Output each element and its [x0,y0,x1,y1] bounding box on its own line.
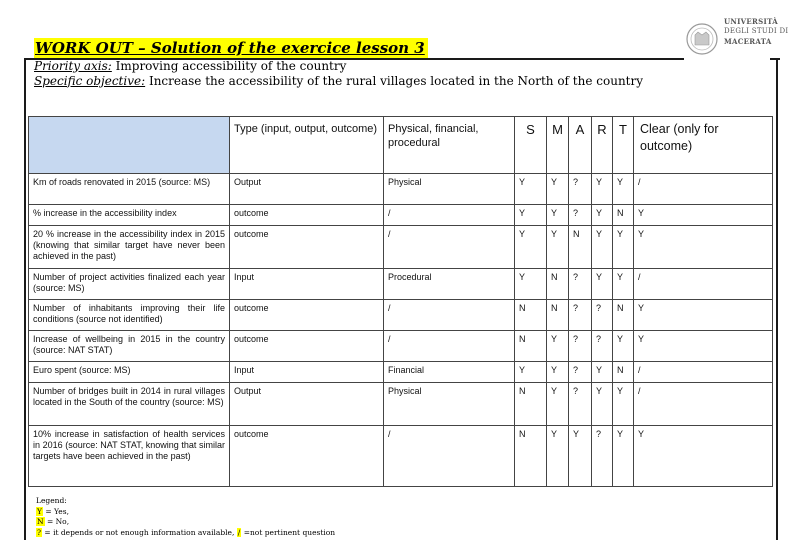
cell-a: ? [569,300,592,331]
specific-objective-label: Specific objective: [34,73,146,88]
cell-a: ? [569,174,592,205]
legend-yes-key: Y [37,506,42,516]
legend-depends-text: = it depends or not enough information available, [42,527,237,537]
cell-type: Input [230,362,384,383]
cell-indicator: 20 % increase in the accessibility index in 2015 (knowing that similar target have never been achieved in the past) [29,226,230,269]
cell-r: Y [592,205,613,226]
legend-no [36,517,335,528]
cell-clear: Y [634,331,773,362]
table-row [29,300,773,331]
page-title: WORK OUT – Solution of the exercice lesson 3 [34,38,428,58]
cell-m: Y [547,362,569,383]
logo-text-line2: DEGLI STUDI DI [724,27,789,35]
logo-text-line3: MACERATA [724,37,772,46]
priority-axis-text: Improving accessibility of the country [111,59,347,73]
cell-indicator: Number of project activities finalized each year (source: MS) [29,269,230,300]
cell-type: outcome [230,300,384,331]
cell-m: Y [547,426,569,487]
table-row [29,383,773,426]
cell-nature: Financial [384,362,515,383]
cell-type: Output [230,383,384,426]
table-row [29,426,773,487]
header-m: M [547,117,569,174]
cell-m: Y [547,205,569,226]
cell-type: Input [230,269,384,300]
cell-s: N [515,300,547,331]
subtitle-block [34,59,684,88]
table-body [29,174,773,487]
cell-clear: Y [634,226,773,269]
header-indicator [29,117,230,174]
cell-r: ? [592,426,613,487]
specific-objective-text: Increase the accessibility of the rural villages located in the North of the country [145,73,644,88]
cell-t: N [613,205,634,226]
cell-s: Y [515,362,547,383]
header-r: R [592,117,613,174]
cell-nature: Physical [384,174,515,205]
cell-indicator: Increase of wellbeing in 2015 in the country (source: NAT STAT) [29,331,230,362]
priority-axis [34,59,684,74]
cell-r: Y [592,269,613,300]
cell-m: Y [547,174,569,205]
cell-clear: Y [634,205,773,226]
frame-right-border [776,58,778,540]
header-type: Type (input, output, outcome) [230,117,384,174]
cell-indicator: Number of inhabitants improving their life conditions (source not identified) [29,300,230,331]
cell-type: Output [230,174,384,205]
frame-left-border [24,58,26,540]
header-clear: Clear (only for outcome) [634,117,773,174]
legend-no-text: = No, [44,517,70,526]
cell-type: outcome [230,205,384,226]
cell-r: Y [592,174,613,205]
legend-not-pertinent-text: =not pertinent question [241,527,336,537]
cell-indicator: Km of roads renovated in 2015 (source: MS) [29,174,230,205]
legend [36,496,335,538]
cell-s: Y [515,226,547,269]
cell-nature: / [384,426,515,487]
logo-text-line1: UNIVERSITÀ [724,17,778,26]
cell-nature: / [384,331,515,362]
cell-a: ? [569,269,592,300]
header-a: A [569,117,592,174]
cell-indicator: % increase in the accessibility index [29,205,230,226]
table-row [29,174,773,205]
cell-s: N [515,331,547,362]
cell-t: Y [613,331,634,362]
cell-a: Y [569,426,592,487]
legend-title: Legend: [36,496,67,505]
cell-indicator: Euro spent (source: MS) [29,362,230,383]
cell-t: N [613,362,634,383]
legend-yes-text: = Yes, [42,506,69,516]
legend-other [36,528,335,539]
legend-not-pertinent-key: / [237,527,241,537]
table-row [29,226,773,269]
cell-nature: Physical [384,383,515,426]
cell-a: ? [569,331,592,362]
cell-m: Y [547,226,569,269]
legend-depends-key: ? [37,527,42,537]
header-s: S [515,117,547,174]
cell-type: outcome [230,226,384,269]
cell-clear: / [634,383,773,426]
cell-t: Y [613,269,634,300]
cell-a: ? [569,383,592,426]
cell-m: Y [547,331,569,362]
cell-indicator: 10% increase in satisfaction of health services in 2016 (source: NAT STAT, knowing that similar targets have been achieved in the past) [29,426,230,487]
cell-s: N [515,383,547,426]
cell-nature: / [384,300,515,331]
cell-clear: / [634,362,773,383]
table-row [29,331,773,362]
cell-t: N [613,300,634,331]
cell-nature: / [384,226,515,269]
cell-clear: / [634,174,773,205]
cell-m: Y [547,383,569,426]
cell-r: ? [592,331,613,362]
table-row [29,205,773,226]
specific-objective [34,74,684,89]
cell-t: Y [613,426,634,487]
cell-t: Y [613,383,634,426]
cell-m: N [547,269,569,300]
table-row [29,362,773,383]
table-header-row [29,117,773,174]
cell-t: Y [613,174,634,205]
indicator-table [28,116,773,487]
cell-clear: Y [634,426,773,487]
cell-r: ? [592,300,613,331]
cell-r: Y [592,226,613,269]
cell-s: N [515,426,547,487]
cell-r: Y [592,383,613,426]
cell-a: ? [569,362,592,383]
header-nature: Physical, financial, procedural [384,117,515,174]
cell-type: outcome [230,426,384,487]
header-t: T [613,117,634,174]
table-row [29,269,773,300]
cell-m: N [547,300,569,331]
cell-s: Y [515,174,547,205]
legend-yes [36,507,335,518]
cell-a: ? [569,205,592,226]
priority-axis-label: Priority axis: [34,59,112,73]
cell-indicator: Number of bridges built in 2014 in rural villages located in the South of the country (source: MS) [29,383,230,426]
cell-nature: Procedural [384,269,515,300]
cell-clear: / [634,269,773,300]
cell-s: Y [515,205,547,226]
cell-clear: Y [634,300,773,331]
cell-nature: / [384,205,515,226]
cell-t: Y [613,226,634,269]
legend-no-key: N [37,517,44,526]
cell-s: Y [515,269,547,300]
cell-r: Y [592,362,613,383]
cell-a: N [569,226,592,269]
cell-type: outcome [230,331,384,362]
